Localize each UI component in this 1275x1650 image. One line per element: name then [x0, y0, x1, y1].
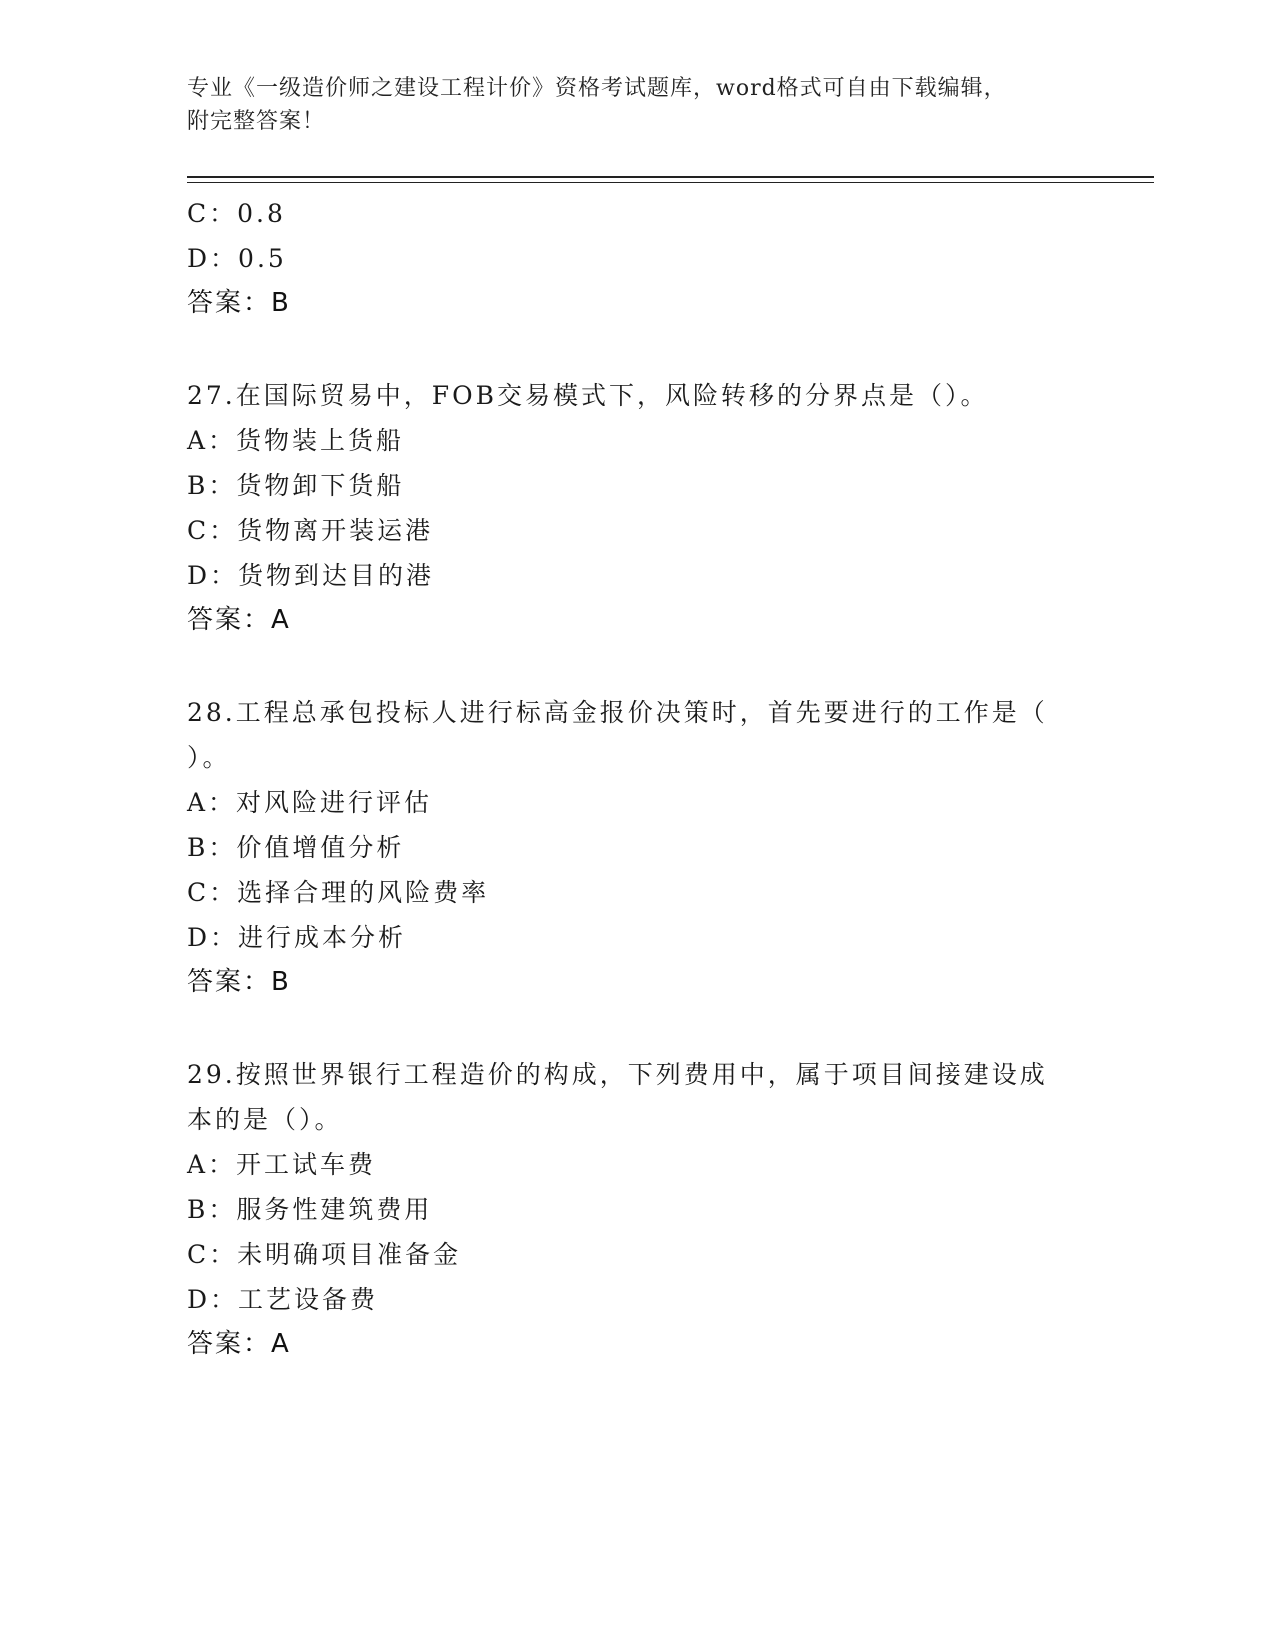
option-a: A：开工试车费: [187, 1150, 377, 1179]
option-c: C：0.8: [187, 199, 286, 228]
option-d: D：工艺设备费: [187, 1285, 379, 1314]
question-27: [187, 373, 1087, 643]
header-line-1: 专业《一级造价师之建设工程计价》资格考试题库，word格式可自由下载编辑，: [187, 76, 1007, 101]
option-d: D：进行成本分析: [187, 923, 407, 952]
question-text-line-2: ）。: [187, 743, 231, 772]
header-divider-thin: [187, 182, 1154, 183]
option-c: C：未明确项目准备金: [187, 1240, 462, 1269]
spacer: [187, 1005, 1087, 1052]
question-29: [187, 1052, 1087, 1367]
option-b: B：货物卸下货船: [187, 471, 405, 500]
question-text-line-1: 29.按照世界银行工程造价的构成，下列费用中，属于项目间接建设成: [187, 1060, 1048, 1089]
answer-line: 答案：B: [187, 967, 291, 997]
header-line-2: 附完整答案！: [187, 109, 326, 134]
question-content: [187, 191, 1087, 1367]
option-d: D：货物到达目的港: [187, 561, 435, 590]
option-d: D：0.5: [187, 244, 287, 273]
option-a: A：货物装上货船: [187, 426, 405, 455]
answer-line: 答案：A: [187, 605, 291, 635]
question-text: 27.在国际贸易中，FOB交易模式下，风险转移的分界点是（）。: [187, 381, 989, 410]
spacer: [187, 326, 1087, 373]
option-b: B：价值增值分析: [187, 833, 405, 862]
document-header: [187, 72, 1067, 138]
option-a: A：对风险进行评估: [187, 788, 433, 817]
option-c: C：选择合理的风险费率: [187, 878, 490, 907]
answer-line: 答案：B: [187, 288, 291, 318]
answer-line: 答案：A: [187, 1329, 291, 1359]
spacer: [187, 643, 1087, 690]
option-b: B：服务性建筑费用: [187, 1195, 433, 1224]
question-28: [187, 690, 1087, 1005]
option-c: C：货物离开装运港: [187, 516, 434, 545]
question-text-line-2: 本的是（）。: [187, 1105, 343, 1134]
header-divider-thick: [187, 176, 1154, 178]
question-26-continued: [187, 191, 1087, 326]
question-text-line-1: 28.工程总承包投标人进行标高金报价决策时，首先要进行的工作是（: [187, 698, 1048, 727]
